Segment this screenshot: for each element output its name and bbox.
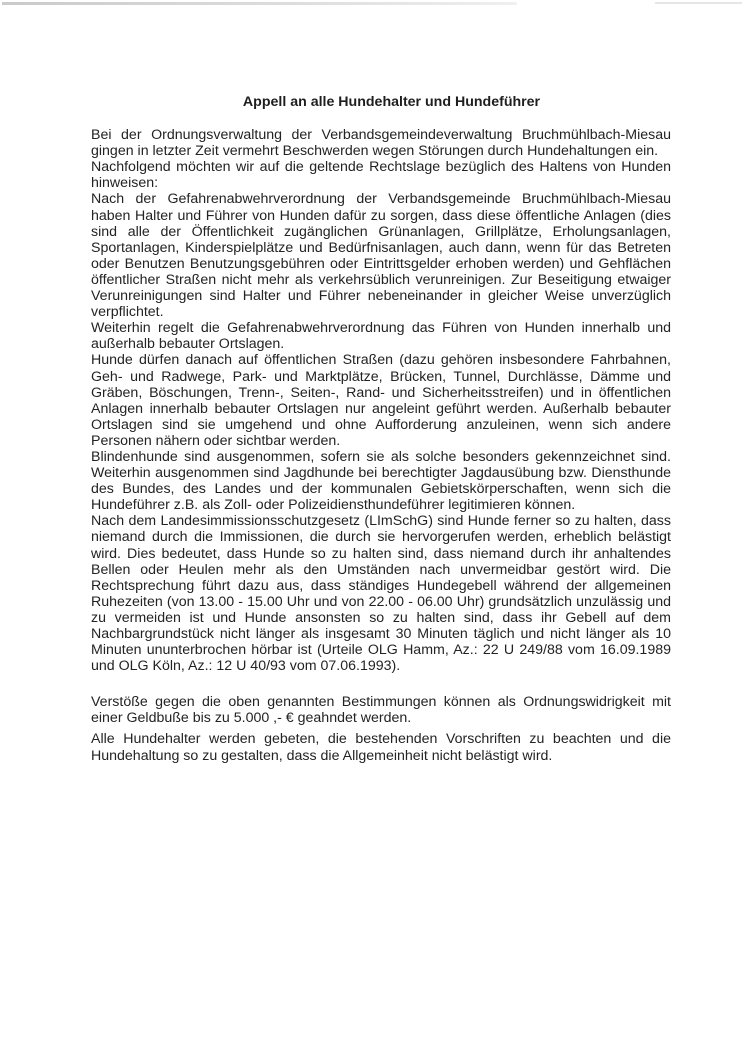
paragraph-appeal: Alle Hundehalter werden gebeten, die bestehenden Vorschriften zu beachten und die Hundehaltung so zu gestalten, dass die Allgemeinheit nicht belästigt wird.	[91, 731, 671, 764]
paragraph-noise-rules: Nach dem Landesimmissionsschutzgesetz (LImSchG) sind Hunde ferner so zu halten, dass niemand durch die Immissionen, die durch sie hervorgerufen werden, erheblich belästigt wird. Dies bedeutet, dass Hunde so zu halten sind, dass niemand durch ihr anhaltendes Bellen oder Heulen mehr als den Umständen nach unvermeidbar gestört wird. Die Rechtsprechung führt dazu aus, dass ständiges Hundegebell während der allgemeinen Ruhezeiten (von 13.00 - 15.00 Uhr und von 22.00 - 06.00 Uhr) grundsätzlich unzulässig und zu vermeiden ist und Hunde ansonsten so zu halten sind, dass ihr Gebell auf dem Nachbargrundstück nicht länger als insgesamt 30 Minuten täglich und nicht länger als 10 Minuten ununterbrochen hörbar ist (Urteile OLG Hamm, Az.: 22 U 249/88 vom 16.09.1989 und OLG Köln, Az.: 12 U 40/93 vom 07.06.1993).	[91, 513, 671, 675]
paragraph-fouling-rules: Nach der Gefahrenabwehrverordnung der Verbandsgemeinde Bruchmühlbach-Miesau haben Halter und Führer von Hunden dafür zu sorgen, dass diese öffentliche Anlagen (dies sind alle der Öffentlichkeit zugänglichen Grünanlagen, Grillplätze, Erholungsanlagen, Sportanlagen, Kinderspielplätze und Bedürfnisanlagen, auch dann, wenn für das Betreten oder Benutzen Benutzungsgebühren oder Eintrittsgelder erhoben werden) und Gehflächen öffentlicher Straßen nicht mehr als verkehrsüblich verunreinigen. Zur Beseitigung etwaiger Verunreinigungen sind Halter und Führer nebeneinander in gleicher Weise unverzüglich verpflichtet.	[91, 191, 671, 321]
scan-artifact-line	[2, 2, 517, 5]
paragraph-legal-intro: Nachfolgend möchten wir auf die geltende Rechtslage bezüglich des Haltens von Hunden hinweisen:	[91, 159, 671, 192]
paragraph-exemptions: Blindenhunde sind ausgenommen, sofern sie als solche besonders gekennzeichnet sind. Weiterhin ausgenommen sind Jagdhunde bei berechtigter Jagdausübung bzw. Diensthunde des Bundes, des Landes und der kommunalen Gebietskörperschaften, wenn sich die Hundeführer z.B. als Zoll- oder Polizeidiensthundeführer legitimieren können.	[91, 448, 671, 514]
paragraph-leash-rules: Hunde dürfen danach auf öffentlichen Straßen (dazu gehören insbesondere Fahrbahnen, Geh- und Radwege, Park- und Marktplätze, Brücken, Tunnel, Durchlässe, Dämme und Gräben, Böschungen, Trenn-, Seiten-, Rand- und Sicherheitsstreifen) und in öffentlichen Anlagen innerhalb bebauter Ortslagen nur angeleint geführt werden. Außerhalb bebauter Ortslagen sind sie umgehend und ohne Aufforderung anzuleinen, wenn sich andere Personen nähern oder sichtbar werden.	[91, 352, 671, 449]
paragraph-complaints: Bei der Ordnungsverwaltung der Verbandsgemeindeverwaltung Bruchmühlbach-Miesau gingen in letzter Zeit vermehrt Beschwerden wegen Störungen durch Hundehaltungen ein.	[91, 127, 671, 160]
paragraph-fines: Verstöße gegen die oben genannten Bestimmungen können als Ordnungswidrigkeit mit einer Geldbuße bis zu 5.000 ,- € geahndet werden.	[91, 694, 671, 727]
scan-artifact-line	[655, 2, 742, 4]
paragraph-leading-rules-intro: Weiterhin regelt die Gefahrenabwehrverordnung das Führen von Hunden innerhalb und außerhalb bebauter Ortslagen.	[91, 320, 671, 353]
document-page	[91, 94, 671, 764]
document-title: Appell an alle Hundehalter und Hundeführer	[242, 94, 541, 110]
